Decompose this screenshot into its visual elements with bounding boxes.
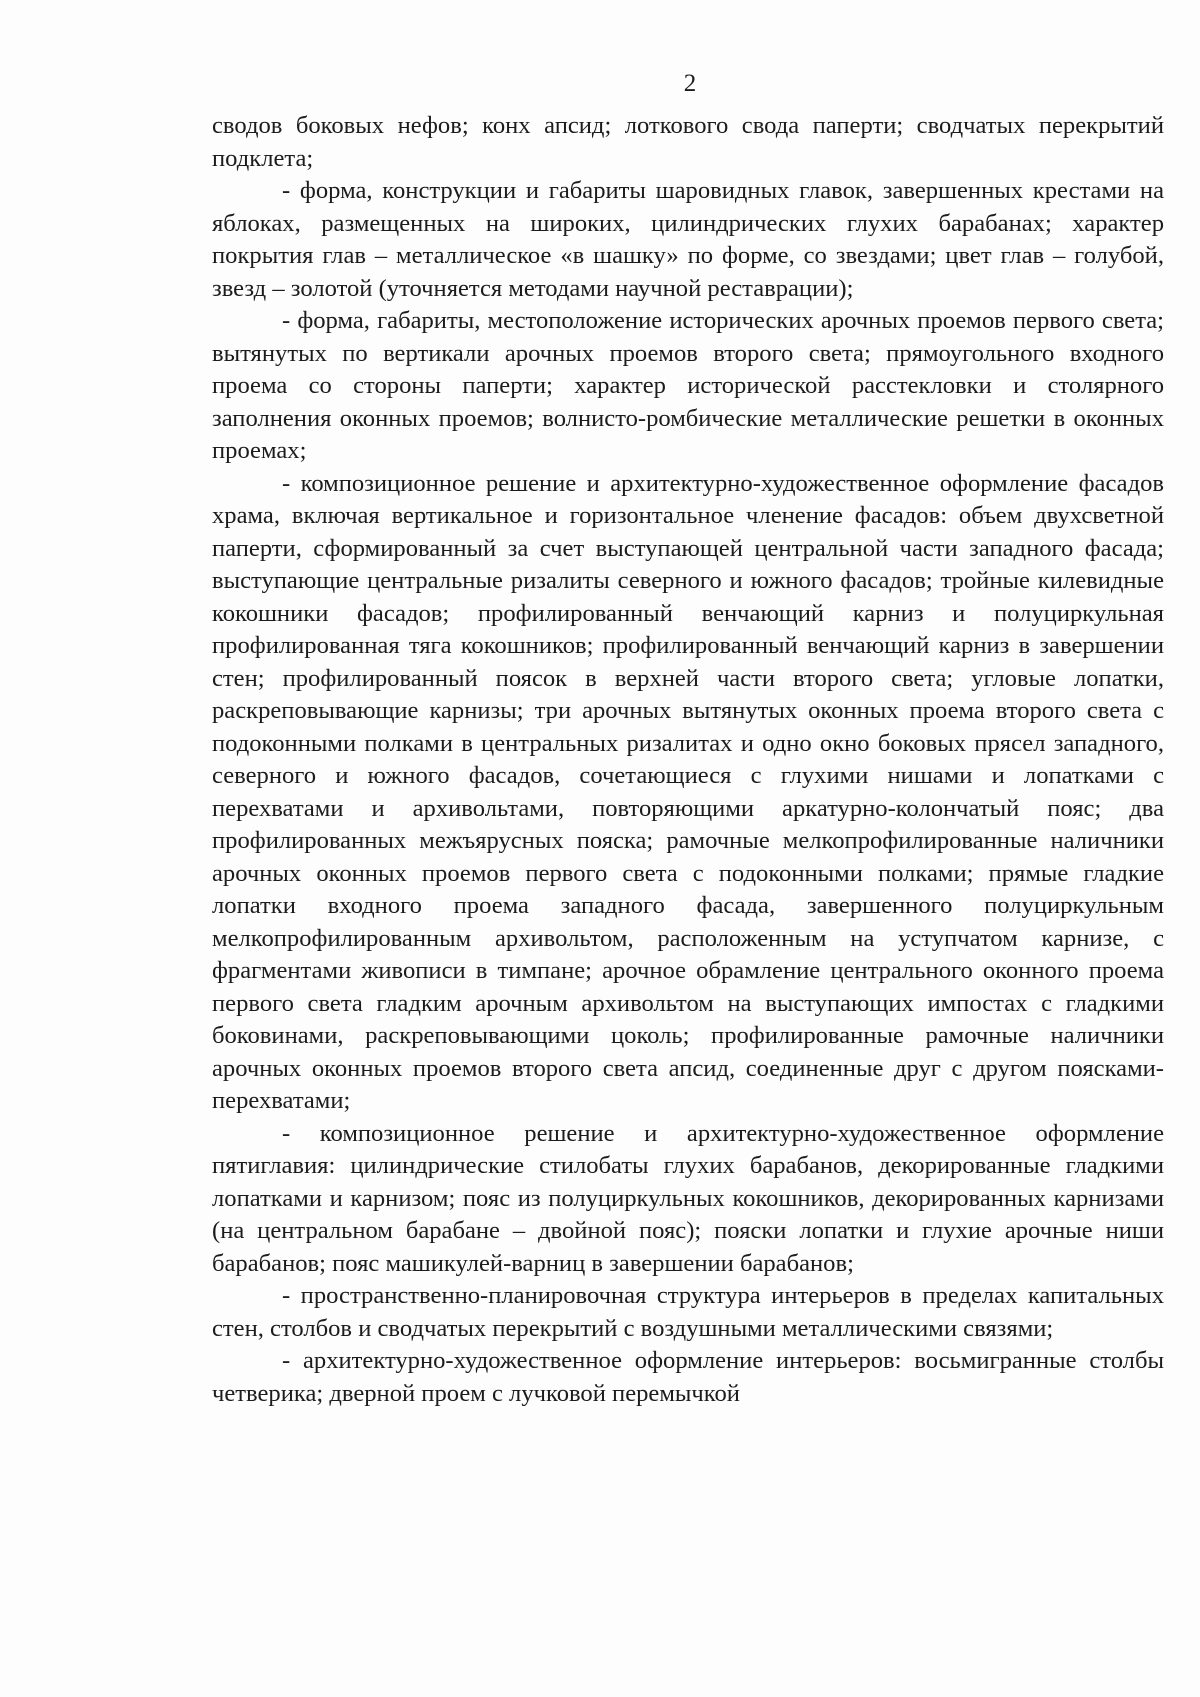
body-text — [212, 110, 1164, 1410]
paragraph-interior-structure: - пространственно-планировочная структура интерьеров в пределах капитальных стен, столбов и сводчатых перекрытий с воздушными металлическими связями; — [212, 1282, 1164, 1342]
paragraph-openings: - форма, габариты, местоположение исторических арочных проемов первого света; вытянутых по вертикали арочных проемов второго света; прямоугольного входного проема со стороны паперти; характер исторической расстекловки и столярного заполнения оконных проемов; волнисто-ромбические металлические решетки в оконных проемах; — [212, 307, 1164, 464]
paragraph-interior-decoration: - архитектурно-художественное оформление интерьеров: восьмигранные столбы четверика; дверной проем с лучковой перемычкой — [212, 1347, 1164, 1407]
paragraph-five-domes: - композиционное решение и архитектурно-художественное оформление пятиглавия: цилиндрические стилобаты глухих барабанов, декорированные гладкими лопатками и карнизом; пояс из полуциркульных кокошников, декорированных карнизами (на центральном барабане – двойной пояс); пояски лопатки и глухие арочные ниши барабанов; пояс машикулей-варниц в завершении барабанов; — [212, 1119, 1164, 1277]
paragraph-continuation: сводов боковых нефов; конх апсид; лоткового свода паперти; сводчатых перекрытий подклета; — [212, 112, 1164, 172]
paragraph-domes: - форма, конструкции и габариты шаровидных главок, завершенных крестами на яблоках, размещенных на широких, цилиндрических глухих барабанах; характер покрытия глав – металлическое «в шашку» по форме, со звездами; цвет глав – голубой, звезд – золотой (уточняется методами научной реставрации); — [212, 177, 1164, 302]
paragraph-facades: - композиционное решение и архитектурно-художественное оформление фасадов храма, включая вертикальное и горизонтальное членение фасадов: объем двухсветной паперти, сформированный за счет выступающей центральной части западного фасада; выступающие центральные ризалиты северного и южного фасадов; тройные килевидные кокошники фасадов; профилированный венчающий карниз и полуциркульная профилированная тяга кокошников; профилированный венчающий карниз в завершении стен; профилированный поясок в верхней части второго света; угловые лопатки, раскреповывающие карнизы; три арочных вытянутых оконных проема второго света с подоконными полками в центральных ризалитах и одно окно боковых прясел западного, северного и южного фасадов, сочетающиеся с глухими нишами и лопатками с перехватами и архивольтами, повторяющими аркатурно-колончатый пояс; два профилированных межъярусных пояска; рамочные мелкопрофилированные наличники арочных оконных проемов первого света с подоконными полками; прямые гладкие лопатки входного проема западного фасада, завершенного полуциркульным мелкопрофилированным архивольтом, расположенным на уступчатом карнизе, с фрагментами живописи в тимпане; арочное обрамление центрального оконного проема первого света гладким арочным архивольтом на выступающих импостах с гладкими боковинами, раскреповывающими цоколь; профилированные рамочные наличники арочных оконных проемов второго света апсид, соединенные друг с другом поясками-перехватами; — [212, 469, 1164, 1114]
page-number: 2 — [683, 70, 697, 97]
